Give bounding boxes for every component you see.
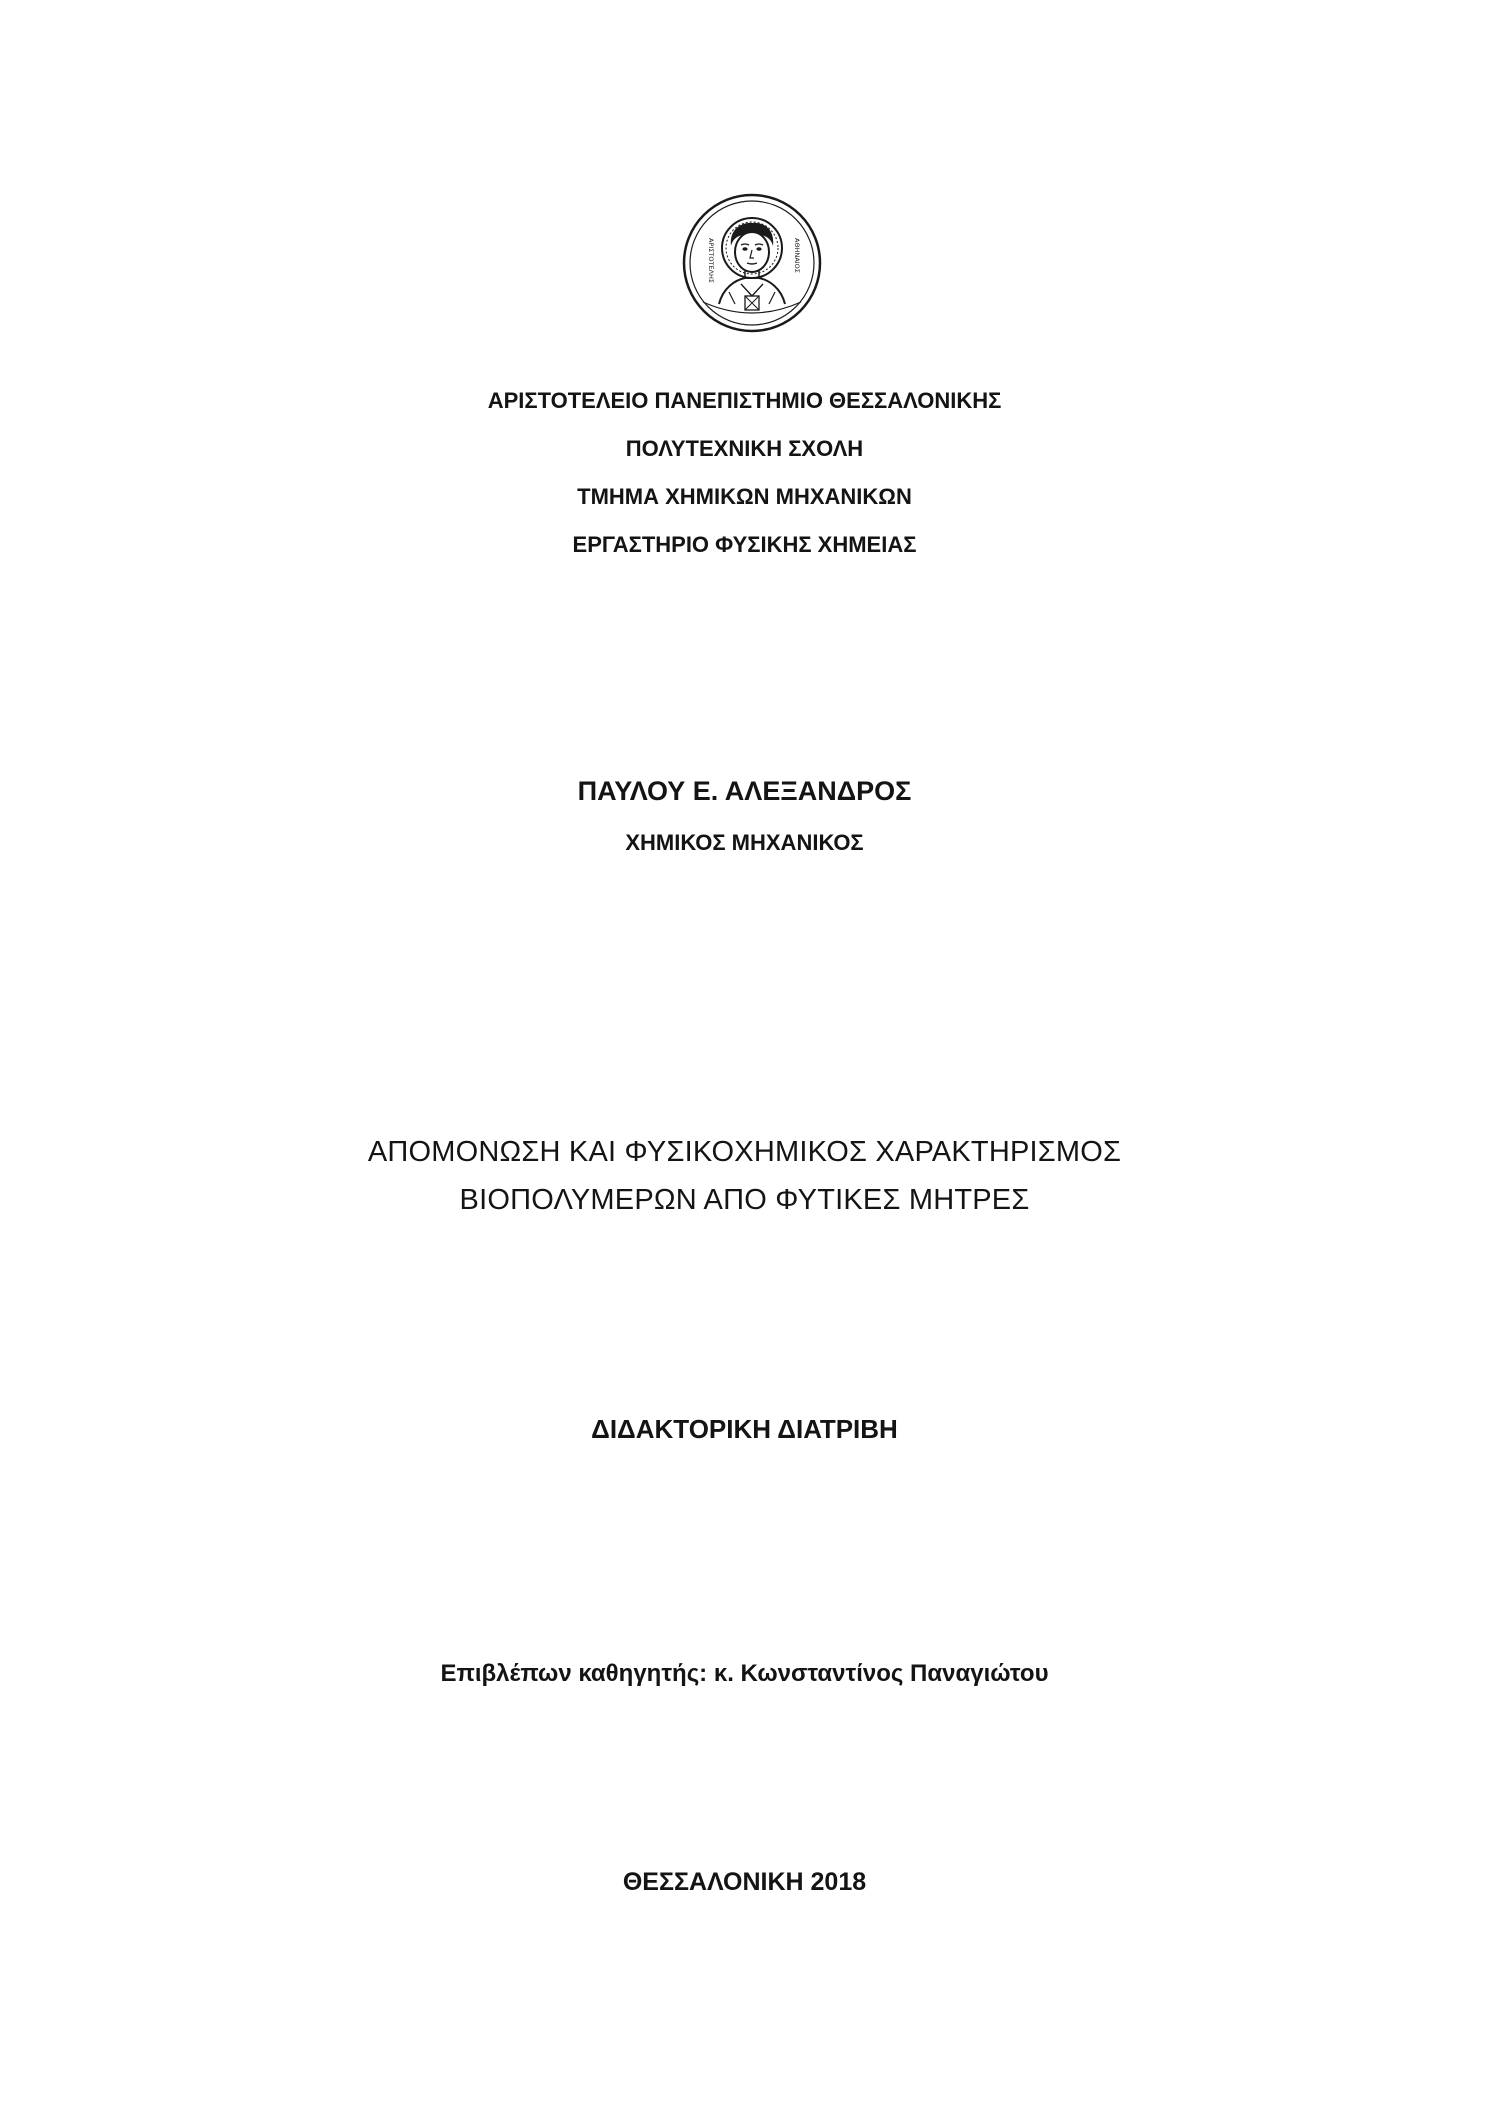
department-name: ΤΜΗΜΑ ΧΗΜΙΚΩΝ ΜΗΧΑΝΙΚΩΝ [577, 484, 912, 509]
seal-lettering-right: ΑΘΗΝΑΙΟΣ [793, 238, 801, 273]
university-name: ΑΡΙΣΤΟΤΕΛΕΙΟ ΠΑΝΕΠΙΣΤΗΜΙΟ ΘΕΣΣΑΛΟΝΙΚΗΣ [487, 388, 1002, 413]
thesis-type: ΔΙΔΑΚΤΟΡΙΚΗ ΔΙΑΤΡΙΒΗ [591, 1414, 898, 1444]
thesis-title-line-2: ΒΙΟΠΟΛΥΜΕΡΩΝ ΑΠΟ ΦΥΤΙΚΕΣ ΜΗΤΡΕΣ [459, 1184, 1030, 1216]
author-profession: ΧΗΜΙΚΟΣ ΜΗΧΑΝΙΚΟΣ [625, 830, 864, 855]
place-year: ΘΕΣΣΑΛΟΝΙΚΗ 2018 [622, 1868, 867, 1896]
laboratory-name: ΕΡΓΑΣΤΗΡΙΟ ΦΥΣΙΚΗΣ ΧΗΜΕΙΑΣ [572, 532, 917, 557]
seal-lettering-left: ΑΡΙΣΤΟΤΕΛΗΣ [707, 238, 715, 283]
university-seal-icon [681, 192, 823, 334]
school-name: ΠΟΛΥΤΕΧΝΙΚΗ ΣΧΟΛΗ [625, 436, 864, 461]
supervisor: Επιβλέπων καθηγητής: κ. Κωνσταντίνος Παναγιώτου [440, 1660, 1049, 1687]
thesis-title-line-1: ΑΠΟΜΟΝΩΣΗ ΚΑΙ ΦΥΣΙΚΟΧΗΜΙΚΟΣ ΧΑΡΑΚΤΗΡΙΣΜΟΣ [367, 1136, 1122, 1168]
author-name: ΠΑΥΛΟΥ Ε. ΑΛΕΞΑΝΔΡΟΣ [577, 776, 912, 806]
